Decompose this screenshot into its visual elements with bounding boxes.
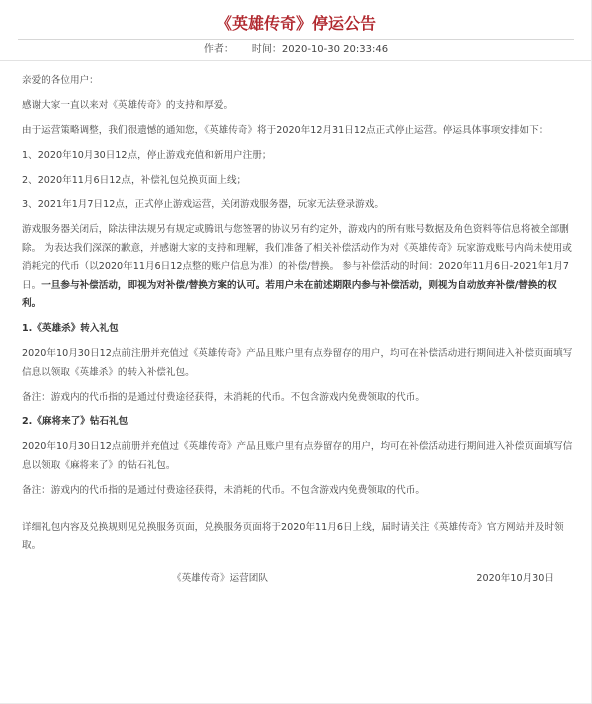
time-label: 时间： [251,44,282,55]
section-1-text: 2020年10月30日12点前注册并充值过《英雄传奇》产品且账户里有点券留存的用户，均可在补偿活动进行期间进入补偿页面填写信息以领取《英雄杀》的转入补偿礼包。 [22,348,573,378]
greeting: 亲爱的各位用户： [22,75,99,86]
schedule-item-2: 2、2020年11月6日12点，补偿礼包兑换页面上线； [22,174,247,186]
signature-date: 2020年10月30日 [476,572,554,584]
section-1-heading: 1.《英雄杀》转入礼包 [22,323,119,335]
article-meta [0,43,592,57]
signature-team: 《英雄传奇》运营团队 [172,572,268,584]
title-divider [18,39,574,40]
author-label: 作者： [203,44,234,55]
thanks-paragraph: 感谢大家一直以来对《英雄传奇》的支持和厚爱。 [22,99,234,111]
schedule-item-1: 1、2020年10月30日12点，停止游戏充值和新用户注册； [22,149,272,161]
section-2-text: 2020年10月30日12点前册并充值过《英雄传奇》产品且账户里有点券留存的用户，均可在补偿活动进行期间进入补偿页面填写信息以领取《麻将来了》的钻石礼包。 [22,441,573,471]
compensation-details: 游戏服务器关闭后，除法律法规另有规定或腾讯与您签署的协议另有约定外，游戏内的所有账号数据及角色资料等信息将被全部删除。 为表达我们深深的歉意，并感谢大家的支持和理解，我们准备了相关补偿活动作为对《英雄传奇》玩家游戏账号内尚未使用或消耗完的代币（以2020年11月6日12点整的账户信息为准）的补偿/替换。 参与补偿活动的时间：2020年11月6日-2021年1月7日。 [22,224,572,291]
section-1-note: 备注：游戏内的代币指的是通过付费途径获得，未消耗的代币。不包含游戏内免费领取的代币。 [22,391,425,403]
section-2-heading: 2.《麻将来了》钻石礼包 [22,416,129,428]
intro-paragraph: 由于运营策略调整，我们很遗憾的通知您，《英雄传奇》将于2020年12月31日12点正式停止运营。停运具体事项安排如下： [22,124,549,136]
signature [22,570,574,589]
page-title: 《英雄传奇》停运公告 [215,14,376,33]
compensation-consent-notice: 一旦参与补偿活动，即视为对补偿/替换方案的认可。若用户未在前述期限内参与补偿活动，则视为自动放弃补偿/替换的权利。 [22,279,557,310]
time-value: 2020-10-30 20:33:46 [281,44,389,55]
closing-paragraph: 详细礼包内容及兑换规则见兑换服务页面，兑换服务页面将于2020年11月6日上线，届时请关注《英雄传奇》官方网站并及时领取。 [22,521,564,552]
meta-divider [0,60,592,61]
article-body [22,72,574,588]
schedule-item-3: 3、2021年1月7日12点，正式停止游戏运营，关闭游戏服务器，玩家无法登录游戏。 [22,199,384,211]
data-deletion-paragraph [22,221,574,314]
section-2-note: 备注：游戏内的代币指的是通过付费途径获得，未消耗的代币。不包含游戏内免费领取的代币。 [22,484,425,496]
